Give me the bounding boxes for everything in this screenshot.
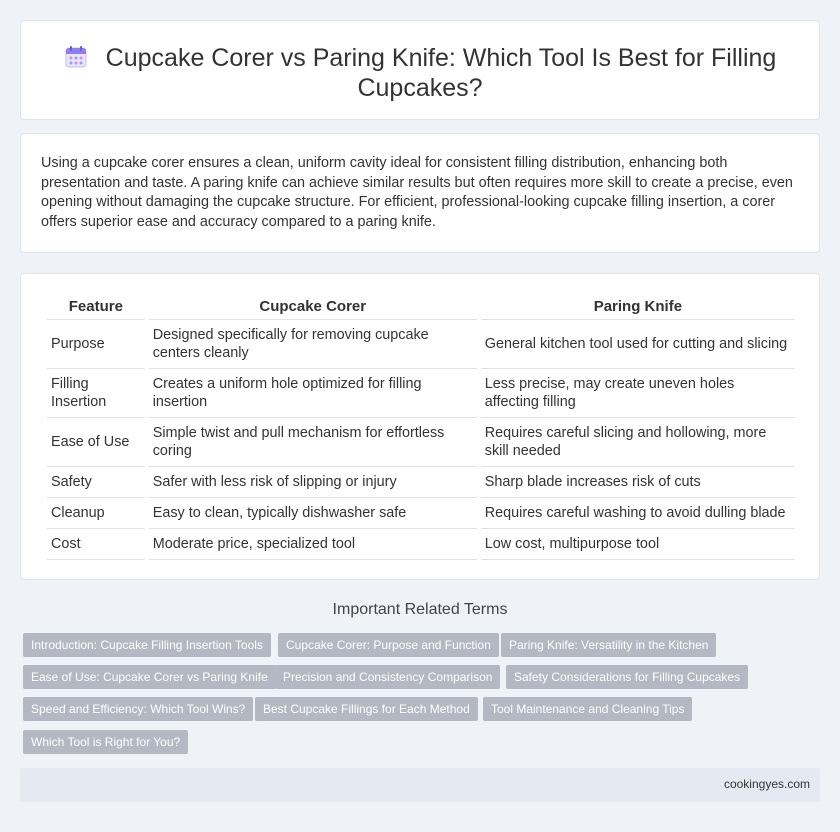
header-cupcake-corer: Cupcake Corer	[149, 294, 477, 320]
feature-cell: Cost	[47, 529, 145, 560]
feature-cell: Ease of Use	[47, 418, 145, 467]
header-feature: Feature	[47, 294, 145, 320]
corer-cell: Creates a uniform hole optimized for filling insertion	[149, 369, 477, 418]
related-terms-heading: Important Related Terms	[332, 601, 508, 618]
comparison-table	[43, 294, 799, 560]
comparison-card	[20, 273, 820, 580]
table-row	[47, 467, 795, 498]
intro-card	[20, 133, 820, 253]
footer-site-name[interactable]: cookingyes.com	[723, 777, 810, 791]
footer	[20, 768, 820, 802]
related-term-tag[interactable]: Paring Knife: Versatility in the Kitchen	[501, 633, 716, 657]
corer-cell: Designed specifically for removing cupcake centers cleanly	[149, 320, 477, 369]
related-term-tag[interactable]: Speed and Efficiency: Which Tool Wins?	[23, 697, 253, 721]
knife-cell: Sharp blade increases risk of cuts	[481, 467, 795, 498]
related-term-tag[interactable]: Safety Considerations for Filling Cupcakes	[506, 665, 748, 689]
corer-cell: Simple twist and pull mechanism for effortless coring	[149, 418, 477, 467]
related-term-tag[interactable]: Which Tool is Right for You?	[23, 730, 188, 754]
related-term-tag[interactable]: Tool Maintenance and Cleaning Tips	[483, 697, 692, 721]
table-header-row	[47, 294, 795, 320]
related-term-tag[interactable]: Best Cupcake Fillings for Each Method	[255, 697, 478, 721]
knife-cell: General kitchen tool used for cutting and slicing	[481, 320, 795, 369]
page-title	[61, 43, 779, 103]
corer-cell: Safer with less risk of slipping or injury	[149, 467, 477, 498]
corer-cell: Moderate price, specialized tool	[149, 529, 477, 560]
table-row	[47, 529, 795, 560]
feature-cell: Safety	[47, 467, 145, 498]
related-term-tag[interactable]: Ease of Use: Cupcake Corer vs Paring Knife	[23, 665, 276, 689]
title-card	[20, 20, 820, 120]
table-row	[47, 498, 795, 529]
related-term-tag[interactable]: Cupcake Corer: Purpose and Function	[278, 633, 499, 657]
header-paring-knife: Paring Knife	[481, 294, 795, 320]
corer-cell: Easy to clean, typically dishwasher safe	[149, 498, 477, 529]
table-row	[47, 320, 795, 369]
table-row	[47, 369, 795, 418]
knife-cell: Less precise, may create uneven holes affecting filling	[481, 369, 795, 418]
intro-paragraph: Using a cupcake corer ensures a clean, uniform cavity ideal for consistent filling distribution, enhancing both presentation and taste. A paring knife can achieve similar results but often requires more skill to create a precise, even opening without damaging the cupcake structure. For efficient, professional-looking cupcake filling insertion, a corer offers superior ease and accuracy compared to a paring knife.	[41, 155, 793, 230]
related-term-tag[interactable]: Precision and Consistency Comparison	[275, 665, 500, 689]
knife-cell: Low cost, multipurpose tool	[481, 529, 795, 560]
feature-cell: Purpose	[47, 320, 145, 369]
related-term-tag[interactable]: Introduction: Cupcake Filling Insertion Tools	[23, 633, 271, 657]
calendar-icon	[64, 45, 88, 69]
feature-cell: Cleanup	[47, 498, 145, 529]
knife-cell: Requires careful washing to avoid dulling blade	[481, 498, 795, 529]
feature-cell: Filling Insertion	[47, 369, 145, 418]
page-title-text: Cupcake Corer vs Paring Knife: Which Tool Is Best for Filling Cupcakes?	[105, 44, 777, 102]
knife-cell: Requires careful slicing and hollowing, more skill needed	[481, 418, 795, 467]
table-row	[47, 418, 795, 467]
